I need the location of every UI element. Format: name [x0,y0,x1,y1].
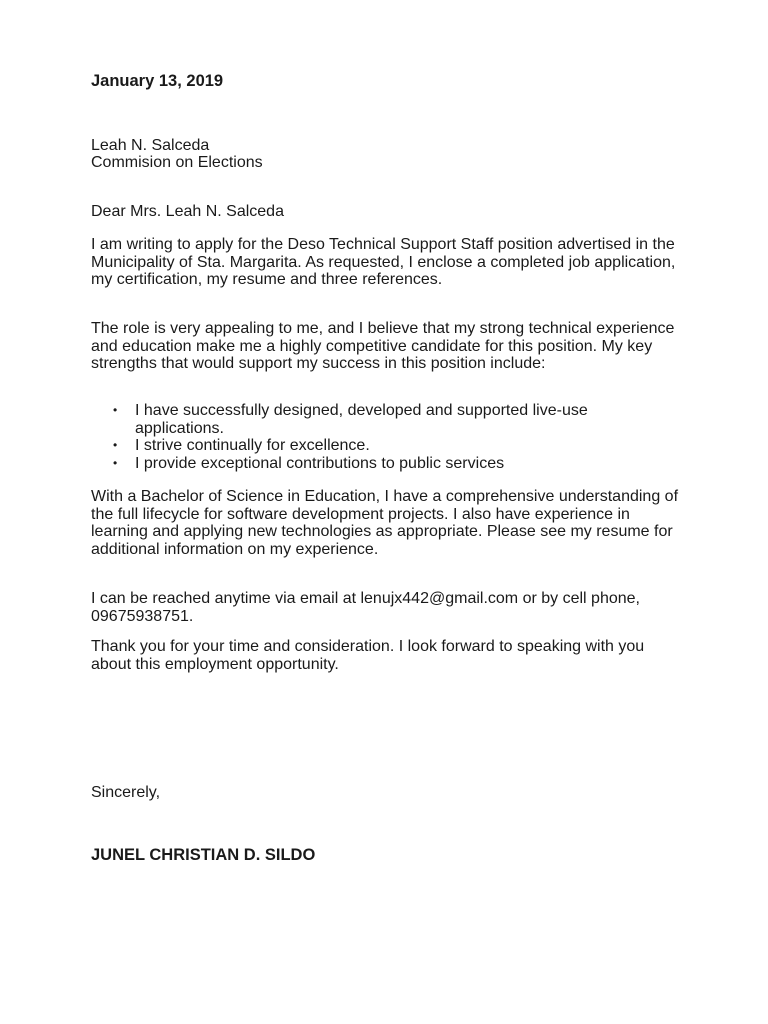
list-item [91,437,691,455]
list-item [91,455,691,473]
list-item [91,402,675,437]
paragraph-contact: I can be reached anytime via email at lenujx442@gmail.com or by cell phone, 09675938751. [91,590,640,625]
paragraph-thanks: Thank you for your time and consideration. I look forward to speaking with you about this employment opportunity. [91,638,645,673]
bullet-icon: • [113,455,118,470]
closing: Sincerely, [91,784,161,801]
paragraph-role-appeal: The role is very appealing to me, and I believe that my strong technical experience and education make me a highly competitive candidate for this position. My key strengths that would support my success in this position include: [91,320,675,372]
signature-name: JUNEL CHRISTIAN D. SILDO [91,846,316,864]
recipient-organization: Commision on Elections [91,154,263,171]
strength-text: I provide exceptional contributions to public services [135,454,505,472]
recipient-name: Leah N. Salceda [91,137,210,154]
strength-text: I strive continually for excellence. [135,437,370,454]
salutation: Dear Mrs. Leah N. Salceda [91,203,284,220]
bullet-icon: • [113,403,118,417]
strengths-list [91,402,691,472]
paragraph-education: With a Bachelor of Science in Education, I have a comprehensive understanding of the full lifecycle for software development projects. I also have experience in learning and applying new technologies as appropriate. Please see my resume for additional information on my experience. [91,488,679,558]
paragraph-intro: I am writing to apply for the Deso Technical Support Staff position advertised in the Municipality of Sta. Margarita. As requested, I enclose a completed job application, my certification, my resume and three references. [91,236,676,288]
strength-text: I have successfully designed, developed and supported live-use applications. [135,402,588,437]
letter-date: January 13, 2019 [91,72,224,90]
bullet-icon: • [113,438,118,452]
